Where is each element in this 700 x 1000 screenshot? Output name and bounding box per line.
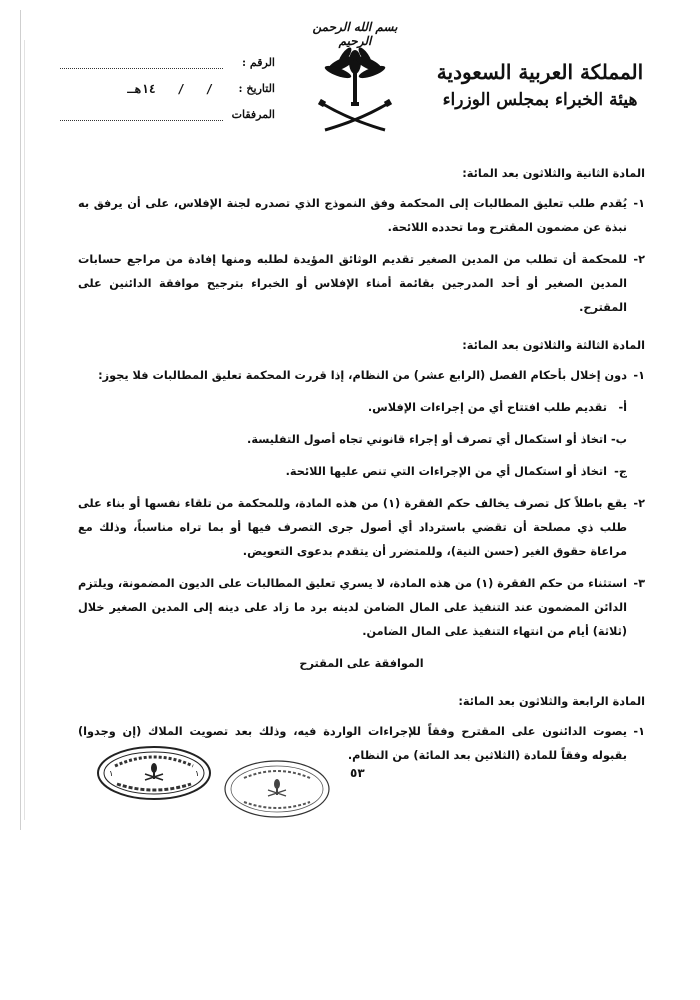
paragraph-text: يقع باطلاً كل تصرف يخالف حكم الفقرة (١) من هذه المادة، وللمحكمة من تلقاء نفسها أو بناء على طلب ذي مصلحة أن تقضي باسترداد أي أصول جرى التصرف فيها أو بما تراه مناسباً، وذلك مع مراعاة حقوق الغير (حسن النية)، وللمتضرر أن يتقدم بدعوى التعويض. xyxy=(78,497,627,558)
scan-edge-line xyxy=(20,10,21,830)
reference-field xyxy=(60,56,275,82)
section-subtitle: الموافقة على المقترح xyxy=(299,657,424,670)
article-heading: المادة الرابعة والثلاثون بعد المائة: xyxy=(458,695,645,708)
attachments-line xyxy=(60,120,223,121)
paragraph-number: ٣- xyxy=(633,577,645,590)
letterhead-title xyxy=(420,58,660,114)
article-paragraph xyxy=(78,364,645,388)
paragraph-number: ٢- xyxy=(633,253,645,266)
paragraph-text: للمحكمة أن تطلب من المدين الصغير تقديم الوثائق المؤيدة لطلبه ومنها إفادة من مراجع حسابات المدين الصغير أو أحد المدرجين بقائمة أمناء الإفلاس أو الخبراء بترجيح موافقة الدائنين على المقترح. xyxy=(78,253,627,314)
paragraph-number: ١- xyxy=(633,725,645,738)
document-body xyxy=(78,162,645,776)
paragraph-text: يصوت الدائنون على المقترح وفقاً للإجراءات الواردة فيه، وذلك بعد تصويت الملاك (إن وجدوا) بقبوله وفقاً للمادة (الثلاثين بعد المائة) من النظام. xyxy=(78,725,627,762)
paragraph-text: دون إخلال بأحكام الفصل (الرابع عشر) من النظام، إذا قررت المحكمة تعليق المطالبات فلا يجوز: xyxy=(98,369,627,382)
article-paragraph xyxy=(78,492,645,564)
article-paragraph xyxy=(78,572,645,644)
paragraph-text: استثناء من حكم الفقرة (١) من هذه المادة، لا يسري تعليق المطالبات على الديون المضمونة، ويلتزم الدائن المضمون عند التنفيذ على المال الضامن لدينه برد ما زاد على دينه إلى المدين الصغير خلال (ثلاثة) أيام من انتهاء التنفيذ على المال الضامن. xyxy=(78,577,628,638)
article-paragraph xyxy=(78,248,645,320)
reference-label: الرقم : xyxy=(242,56,275,69)
svg-text:١: ١ xyxy=(195,769,200,778)
kingdom-name: المملكة العربية السعودية xyxy=(436,60,644,84)
sub-paragraph-letter: ج- xyxy=(614,465,627,478)
paragraph-text: يُقدم طلب تعليق المطالبات إلى المحكمة وفق النموذج الذي تصدره لجنة الإفلاس، على أن يرفق به نبذة عن مضمون المقترح وما تحدده اللائحة. xyxy=(78,197,627,234)
date-label: التاريخ : xyxy=(238,82,275,95)
svg-text:١: ١ xyxy=(109,769,114,778)
sub-paragraph-letter: أ- xyxy=(618,401,627,414)
official-seal-stamp xyxy=(222,758,332,820)
saudi-emblem-palm-swords-icon xyxy=(305,42,405,137)
date-value: / / ١٤هـ xyxy=(127,82,213,96)
sub-paragraph-text: اتخاذ أو استكمال أي تصرف أو إجراء قانوني تجاه أصول التفليسة. xyxy=(247,433,607,446)
sub-paragraph-text: اتخاذ أو استكمال أي من الإجراءات التي تنص عليها اللائحة. xyxy=(285,465,607,478)
paragraph-number: ٢- xyxy=(633,497,645,510)
sub-paragraph xyxy=(78,460,645,484)
article-heading: المادة الثالثة والثلاثون بعد المائة: xyxy=(462,339,645,352)
document-meta-fields xyxy=(60,56,275,134)
attachments-label: المرفقات xyxy=(231,108,275,121)
paragraph-number: ١- xyxy=(633,369,645,382)
attachments-field xyxy=(60,108,275,134)
sub-paragraph-text: تقديم طلب افتتاح أي من إجراءات الإفلاس. xyxy=(367,401,607,414)
basmala: بسم الله الرحمن الرحيم xyxy=(312,20,398,48)
sub-paragraph xyxy=(78,396,645,420)
sub-paragraph xyxy=(78,428,645,452)
article-heading: المادة الثانية والثلاثون بعد المائة: xyxy=(462,167,645,180)
date-field xyxy=(60,82,275,108)
paragraph-number: ١- xyxy=(633,197,645,210)
official-seal-stamp xyxy=(95,744,213,802)
issuing-body-name: هيئة الخبراء بمجلس الوزراء xyxy=(442,90,638,110)
scan-edge-line xyxy=(24,40,25,820)
sub-paragraph-letter: ب- xyxy=(610,433,627,446)
page-number: ٥٣ xyxy=(350,766,365,780)
article-paragraph xyxy=(78,192,645,240)
reference-line xyxy=(60,68,223,69)
